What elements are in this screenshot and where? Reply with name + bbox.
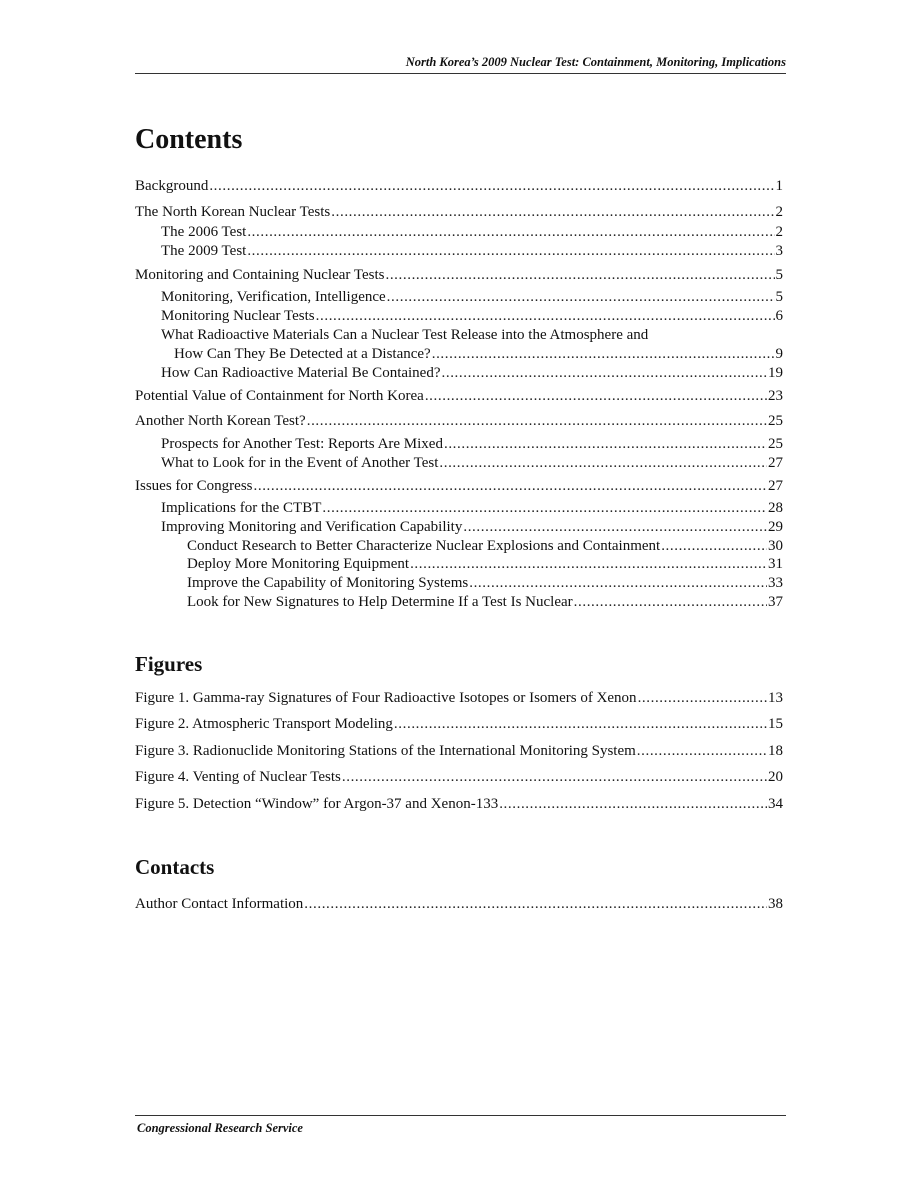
running-header: North Korea’s 2009 Nuclear Test: Containment, Monitoring, Implications <box>405 55 786 69</box>
dot-leader <box>316 307 775 326</box>
dot-leader <box>331 203 774 222</box>
toc-entry-page: 5 <box>775 267 783 283</box>
dot-leader <box>469 574 767 593</box>
toc-entry[interactable] <box>187 537 783 556</box>
toc-entry-text: How Can Radioactive Material Be Contained? <box>161 365 441 381</box>
toc-entry-text: Implications for the CTBT <box>161 500 322 516</box>
toc-entry-text: Issues for Congress <box>135 478 253 494</box>
toc-entry-text: Improve the Capability of Monitoring Systems <box>187 575 469 591</box>
toc-entry-text: The 2009 Test <box>161 243 247 259</box>
toc-entry-text: Monitoring and Containing Nuclear Tests <box>135 267 385 283</box>
toc-entry-page: 27 <box>768 478 783 494</box>
toc-entry-text-line2: How Can They Be Detected at a Distance? <box>174 346 431 362</box>
toc-entry[interactable] <box>135 177 783 196</box>
toc-entry[interactable] <box>161 518 783 537</box>
header-rule <box>135 73 786 74</box>
toc-entry-text: The North Korean Nuclear Tests <box>135 204 331 220</box>
toc-entry-page: 23 <box>768 388 783 404</box>
dot-leader <box>432 345 775 364</box>
contact-entry[interactable] <box>135 895 783 914</box>
figure-entry-text: Figure 1. Gamma-ray Signatures of Four Radioactive Isotopes or Isomers of Xenon <box>135 690 637 706</box>
toc-entry-page: 2 <box>775 224 783 240</box>
toc-entry[interactable] <box>135 266 783 285</box>
toc-entry-page: 19 <box>768 365 783 381</box>
toc-entry[interactable] <box>135 477 783 496</box>
figure-entry-page: 15 <box>768 716 783 732</box>
dot-leader <box>209 177 774 196</box>
figure-entry-page: 34 <box>768 796 783 812</box>
toc-entry-text: Prospects for Another Test: Reports Are Mixed <box>161 436 443 452</box>
toc-entry-page: 28 <box>768 500 783 516</box>
toc-entry-page: 25 <box>768 413 783 429</box>
toc-entry[interactable] <box>161 288 783 307</box>
toc-entry-page: 1 <box>775 178 783 194</box>
toc-entry[interactable] <box>187 593 783 612</box>
toc-entry-text: Conduct Research to Better Characterize Nuclear Explosions and Containment <box>187 538 661 554</box>
toc-entry-page: 2 <box>775 204 783 220</box>
dot-leader <box>387 288 775 307</box>
toc-entry[interactable] <box>161 499 783 518</box>
toc-entry[interactable] <box>161 223 783 242</box>
figure-entry-page: 20 <box>768 769 783 785</box>
figure-entry-text: Figure 3. Radionuclide Monitoring Stations of the International Monitoring System <box>135 743 636 759</box>
dot-leader <box>425 387 767 406</box>
running-footer: Congressional Research Service <box>137 1121 303 1135</box>
contact-entry-text: Author Contact Information <box>135 896 304 912</box>
footer-rule <box>135 1115 786 1116</box>
toc-entry[interactable] <box>135 387 783 406</box>
toc-entry-page: 9 <box>775 346 783 362</box>
toc-entry-page: 30 <box>768 538 783 554</box>
figure-entry-text: Figure 5. Detection “Window” for Argon-37 and Xenon-133 <box>135 796 499 812</box>
toc-entry-text: Monitoring Nuclear Tests <box>161 308 315 324</box>
figure-entry[interactable] <box>135 715 783 734</box>
toc-entry-text: The 2006 Test <box>161 224 247 240</box>
toc-entry[interactable] <box>174 345 783 364</box>
dot-leader <box>444 435 767 454</box>
dot-leader <box>394 715 767 734</box>
dot-leader <box>342 768 767 787</box>
toc-entry-page: 6 <box>775 308 783 324</box>
figure-entry-text: Figure 2. Atmospheric Transport Modeling <box>135 716 393 732</box>
figure-entry-text: Figure 4. Venting of Nuclear Tests <box>135 769 341 785</box>
toc-entry-page: 33 <box>768 575 783 591</box>
dot-leader <box>385 266 774 285</box>
toc-entry-page: 29 <box>768 519 783 535</box>
toc-entry[interactable] <box>161 364 783 383</box>
figure-entry-page: 13 <box>768 690 783 706</box>
toc-entry-page: 27 <box>768 455 783 471</box>
dot-leader <box>322 499 767 518</box>
contents-title: Contents <box>135 124 243 155</box>
figure-entry[interactable] <box>135 795 783 814</box>
dot-leader <box>638 689 767 708</box>
dot-leader <box>442 364 768 383</box>
figure-entry[interactable] <box>135 742 783 761</box>
toc-entry-text: Potential Value of Containment for North Korea <box>135 388 424 404</box>
toc-entry-page: 25 <box>768 436 783 452</box>
toc-entry-text: What to Look for in the Event of Another Test <box>161 455 439 471</box>
dot-leader <box>307 412 767 431</box>
toc-entry-page: 37 <box>768 594 783 610</box>
toc-entry-text: Improving Monitoring and Verification Capability <box>161 519 463 535</box>
dot-leader <box>410 555 767 574</box>
toc-entry[interactable] <box>135 203 783 222</box>
dot-leader <box>254 477 768 496</box>
toc-entry-page: 3 <box>775 243 783 259</box>
dot-leader <box>304 895 767 914</box>
toc-entry[interactable] <box>161 454 783 473</box>
toc-entry[interactable] <box>161 242 783 261</box>
dot-leader <box>637 742 767 761</box>
toc-entry-text-line1[interactable]: What Radioactive Materials Can a Nuclear Test Release into the Atmosphere and <box>161 327 649 343</box>
toc-entry-text: Look for New Signatures to Help Determine If a Test Is Nuclear <box>187 594 573 610</box>
toc-entry-text: Deploy More Monitoring Equipment <box>187 556 410 572</box>
toc-entry[interactable] <box>187 555 783 574</box>
dot-leader <box>574 593 767 612</box>
toc-entry-text: Monitoring, Verification, Intelligence <box>161 289 386 305</box>
toc-entry-text: Background <box>135 178 209 194</box>
dot-leader <box>439 454 767 473</box>
figure-entry[interactable] <box>135 689 783 708</box>
figures-title: Figures <box>135 652 203 676</box>
dot-leader <box>247 223 774 242</box>
figure-entry[interactable] <box>135 768 783 787</box>
toc-entry[interactable] <box>187 574 783 593</box>
toc-entry-page: 5 <box>775 289 783 305</box>
toc-entry[interactable] <box>161 307 783 326</box>
toc-entry[interactable] <box>135 412 783 431</box>
contact-entry-page: 38 <box>768 896 783 912</box>
figure-entry-page: 18 <box>768 743 783 759</box>
contacts-title: Contacts <box>135 855 215 879</box>
toc-entry[interactable] <box>161 435 783 454</box>
toc-entry-text: Another North Korean Test? <box>135 413 306 429</box>
dot-leader <box>247 242 774 261</box>
dot-leader <box>499 795 767 814</box>
dot-leader <box>463 518 767 537</box>
toc-entry-page: 31 <box>768 556 783 572</box>
dot-leader <box>661 537 767 556</box>
